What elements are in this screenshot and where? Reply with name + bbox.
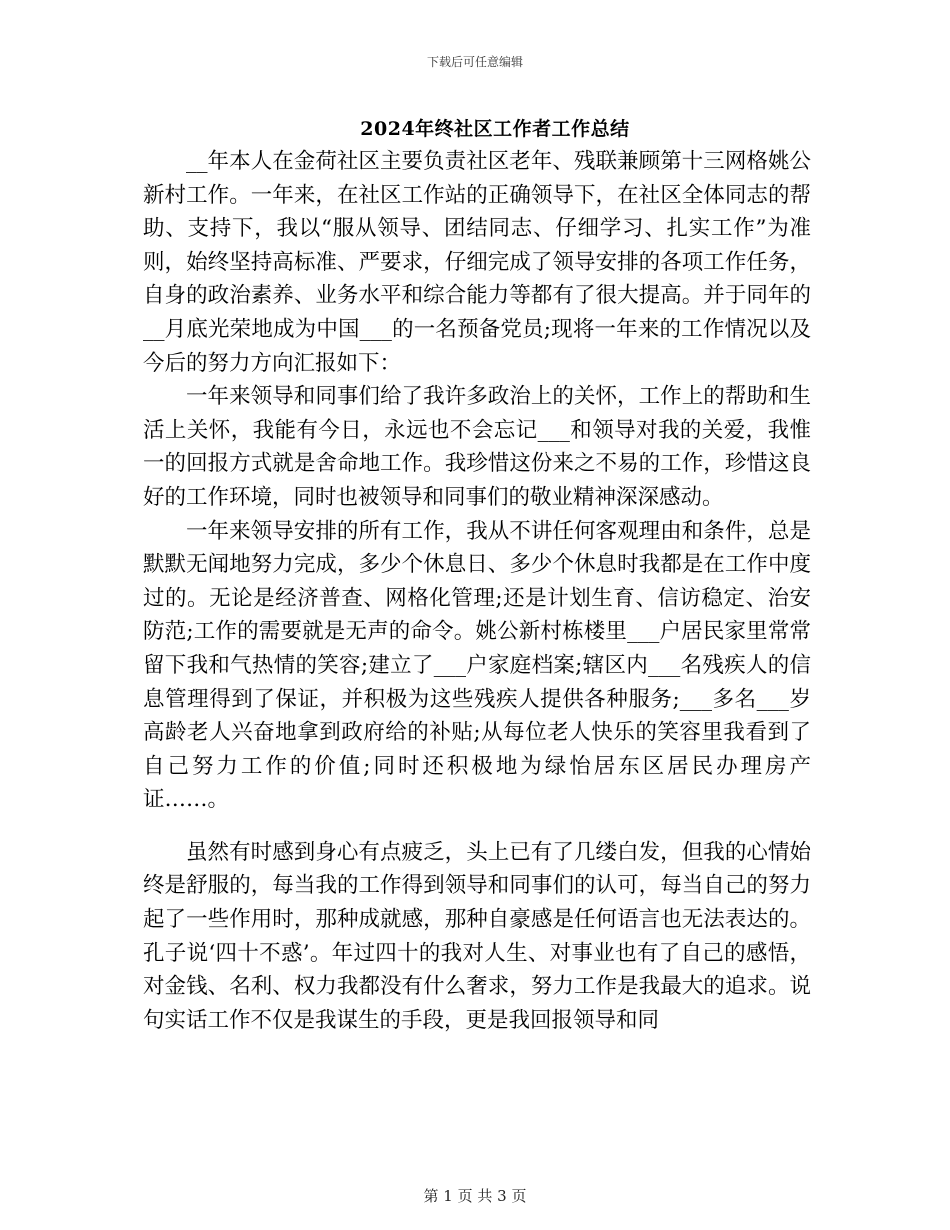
header-note: 下载后可任意编辑 [426, 55, 523, 69]
document-body [143, 145, 811, 1037]
page-number-footer: 第 1 页 共 3 页 [423, 1187, 527, 1205]
paragraph-4: 虽然有时感到身心有点疲乏，头上已有了几缕白发，但我的心情始终是舒服的，每当我的工作得到领导和同事们的认可，每当自己的努力起了一些作用时，那种成就感，那种自豪感是任何语言也无法表达的。孔子说‘四十不惑’。年过四十的我对人生、对事业也有了自己的感悟，对金钱、名利、权力我都没有什么奢求，努力工作是我最大的追求。说句实话工作不仅是我谋生的手段，更是我回报领导和同 [143, 839, 811, 1033]
document-title: 2024年终社区工作者工作总结 [360, 118, 630, 140]
paragraph-2: 一年来领导和同事们给了我许多政治上的关怀，工作上的帮助和生活上关怀，我能有今日，永远也不会忘记___和领导对我的关爱，我惟一的回报方式就是舍命地工作。我珍惜这份来之不易的工作，珍惜这良好的工作环境，同时也被领导和同事们的敬业精神深深感动。 [143, 384, 811, 510]
paragraph-1: __年本人在金荷社区主要负责社区老年、残联兼顾第十三网格姚公新村工作。一年来，在社区工作站的正确领导下，在社区全体同志的帮助、支持下，我以“服从领导、团结同志、仔细学习、扎实工作”为准则，始终坚持高标准、严要求，仔细完成了领导安排的各项工作任务，自身的政治素养、业务水平和综合能力等都有了很大提高。并于同年的__月底光荣地成为中国___的一名预备党员;现将一年来的工作情况以及今后的努力方向汇报如下： [143, 149, 811, 376]
paragraph-3: 一年来领导安排的所有工作，我从不讲任何客观理由和条件，总是默默无闻地努力完成，多少个休息日、多少个休息时我都是在工作中度过的。无论是经济普查、网格化管理;还是计划生育、信访稳定、治安防范;工作的需要就是无声的命令。姚公新村栋楼里___户居民家里常常留下我和气热情的笑容;建立了___户家庭档案;辖区内___名残疾人的信息管理得到了保证，并积极为这些残疾人提供各种服务;___多名___岁高龄老人兴奋地拿到政府给的补贴;从每位老人快乐的笑容里我看到了自己努力工作的价值;同时还积极地为绿怡居东区居民办理房产证……。 [143, 518, 811, 813]
